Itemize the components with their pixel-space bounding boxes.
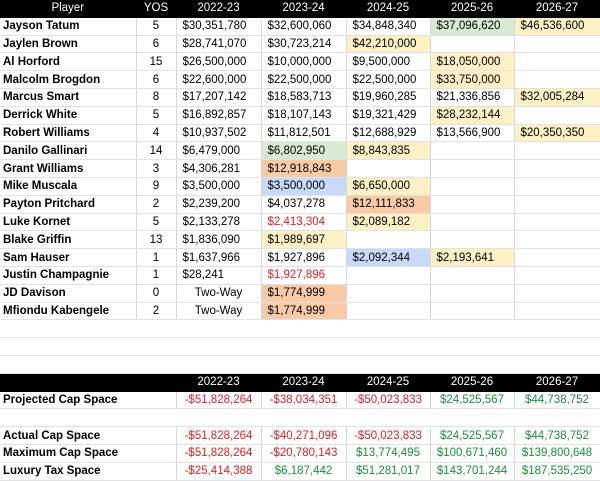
summary-value: -$20,780,143	[261, 444, 346, 462]
salary-cell: $13,566,900	[430, 124, 514, 142]
salary-cell	[346, 231, 430, 249]
salary-cell	[430, 142, 514, 160]
salary-cell	[430, 160, 514, 178]
column-header: Player	[0, 0, 136, 17]
salary-cell: $1,989,697	[261, 231, 346, 249]
years-of-service: 9	[136, 177, 176, 195]
salary-cell: $12,688,929	[346, 124, 430, 142]
summary-value: $44,738,752	[514, 427, 600, 445]
years-of-service: 1	[136, 249, 176, 267]
salary-cell: $1,927,896	[261, 266, 346, 284]
salary-cell: $6,479,000	[176, 142, 261, 160]
player-name: Justin Champagnie	[0, 266, 136, 284]
salary-cell: $26,500,000	[176, 53, 261, 71]
salary-cell: $37,096,620	[430, 17, 514, 35]
player-row	[0, 160, 600, 178]
salary-cell: $6,802,950	[261, 142, 346, 160]
summary-row	[0, 427, 600, 445]
salary-cell: $3,500,000	[176, 177, 261, 195]
blank-row	[0, 355, 600, 373]
column-header: YOS	[136, 0, 176, 17]
player-row	[0, 71, 600, 89]
player-name: Malcolm Brogdon	[0, 71, 136, 89]
summary-label: Maximum Cap Space	[0, 444, 176, 462]
player-name: Mike Muscala	[0, 177, 136, 195]
salary-cell: $22,600,000	[176, 71, 261, 89]
salary-cell: $2,193,641	[430, 249, 514, 267]
summary-row	[0, 444, 600, 462]
player-row	[0, 302, 600, 320]
salary-cell: $19,321,429	[346, 106, 430, 124]
salary-cell	[430, 177, 514, 195]
header-row	[0, 0, 600, 17]
summary-value: -$40,271,096	[261, 427, 346, 445]
salary-cell: Two-Way	[176, 302, 261, 320]
years-of-service: 0	[136, 284, 176, 302]
salary-cell: $6,650,000	[346, 177, 430, 195]
summary-value: $44,738,752	[514, 391, 600, 409]
salary-cell	[514, 231, 600, 249]
salary-cell: $1,927,896	[261, 249, 346, 267]
years-of-service: 2	[136, 195, 176, 213]
summary-row	[0, 462, 600, 480]
salary-cell: $20,350,350	[514, 124, 600, 142]
player-name: Sam Hauser	[0, 249, 136, 267]
years-of-service: 4	[136, 124, 176, 142]
player-name: Marcus Smart	[0, 88, 136, 106]
summary-value: -$50,023,833	[346, 391, 430, 409]
summary-column-header: 2023-24	[261, 373, 346, 391]
salary-cell: $16,892,857	[176, 106, 261, 124]
summary-value: $139,800,648	[514, 444, 600, 462]
player-row	[0, 249, 600, 267]
salary-cell	[430, 302, 514, 320]
player-name: Payton Pritchard	[0, 195, 136, 213]
years-of-service: 13	[136, 231, 176, 249]
player-name: JD Davison	[0, 284, 136, 302]
salary-cell	[430, 284, 514, 302]
salary-cell: $2,092,344	[346, 249, 430, 267]
summary-column-header: 2026-27	[514, 373, 600, 391]
salary-cell: Two-Way	[176, 284, 261, 302]
player-name: Mfiondu Kabengele	[0, 302, 136, 320]
salary-cell: $12,918,843	[261, 160, 346, 178]
years-of-service: 8	[136, 88, 176, 106]
player-row	[0, 266, 600, 284]
years-of-service: 5	[136, 17, 176, 35]
summary-value: $24,525,567	[430, 427, 514, 445]
summary-value: -$51,828,264	[176, 427, 261, 445]
salary-cell: $11,812,501	[261, 124, 346, 142]
salary-cell: $22,500,000	[346, 71, 430, 89]
salary-cell: $1,774,999	[261, 302, 346, 320]
salary-cell	[430, 35, 514, 53]
years-of-service: 14	[136, 142, 176, 160]
salary-cell	[514, 106, 600, 124]
player-row	[0, 177, 600, 195]
player-name: Luke Kornet	[0, 213, 136, 231]
player-name: Jaylen Brown	[0, 35, 136, 53]
player-row	[0, 142, 600, 160]
player-name: Robert Williams	[0, 124, 136, 142]
player-name: Danilo Gallinari	[0, 142, 136, 160]
salary-cell	[514, 266, 600, 284]
salary-cell: $30,723,214	[261, 35, 346, 53]
summary-label: Actual Cap Space	[0, 427, 176, 445]
player-row	[0, 17, 600, 35]
years-of-service: 6	[136, 71, 176, 89]
summary-column-header	[0, 373, 136, 391]
player-name: Jayson Tatum	[0, 17, 136, 35]
summary-value: -$50,023,833	[346, 427, 430, 445]
salary-cell: $19,960,285	[346, 88, 430, 106]
salary-cell: $30,351,780	[176, 17, 261, 35]
years-of-service: 5	[136, 106, 176, 124]
salary-cell: $10,937,502	[176, 124, 261, 142]
salary-cell: $1,774,999	[261, 284, 346, 302]
salary-cell: $18,050,000	[430, 53, 514, 71]
summary-value: $6,187,442	[261, 462, 346, 480]
salary-cell	[346, 266, 430, 284]
salary-cell	[346, 284, 430, 302]
salary-cell: $18,107,143	[261, 106, 346, 124]
years-of-service: 3	[136, 160, 176, 178]
blank-row	[0, 320, 600, 338]
summary-value: -$25,414,388	[176, 462, 261, 480]
player-row	[0, 35, 600, 53]
salary-cell: $1,836,090	[176, 231, 261, 249]
salary-cell: $32,600,060	[261, 17, 346, 35]
summary-value: $143,701,244	[430, 462, 514, 480]
salary-cell: $17,207,142	[176, 88, 261, 106]
salary-cell: $4,037,278	[261, 195, 346, 213]
salary-cell: $10,000,000	[261, 53, 346, 71]
player-name: Al Horford	[0, 53, 136, 71]
blank-row	[0, 409, 600, 427]
salary-cell	[430, 213, 514, 231]
salary-cell: $3,500,000	[261, 177, 346, 195]
salary-cell	[514, 195, 600, 213]
salary-cell: $2,133,278	[176, 213, 261, 231]
salary-cell	[514, 53, 600, 71]
column-header: 2024-25	[346, 0, 430, 17]
years-of-service: 1	[136, 266, 176, 284]
salary-cell: $28,241	[176, 266, 261, 284]
salary-cell: $4,306,281	[176, 160, 261, 178]
summary-value: -$51,828,264	[176, 444, 261, 462]
player-row	[0, 213, 600, 231]
salary-cell: $22,500,000	[261, 71, 346, 89]
player-row	[0, 124, 600, 142]
salary-cell: $2,413,304	[261, 213, 346, 231]
salary-cell	[430, 195, 514, 213]
summary-value: $13,774,495	[346, 444, 430, 462]
summary-value: -$38,034,351	[261, 391, 346, 409]
salary-cell: $28,232,144	[430, 106, 514, 124]
salary-cell: $33,750,000	[430, 71, 514, 89]
player-name: Grant Williams	[0, 160, 136, 178]
summary-label: Projected Cap Space	[0, 391, 176, 409]
salary-cell: $42,210,000	[346, 35, 430, 53]
summary-row	[0, 391, 600, 409]
salary-cell	[514, 71, 600, 89]
salary-cell: $12,111,833	[346, 195, 430, 213]
salary-cell	[514, 213, 600, 231]
salary-cell	[346, 160, 430, 178]
salary-cell	[346, 302, 430, 320]
years-of-service: 15	[136, 53, 176, 71]
summary-value: $100,671,460	[430, 444, 514, 462]
salary-cell	[514, 177, 600, 195]
salary-cell	[514, 160, 600, 178]
summary-value: $187,535,250	[514, 462, 600, 480]
years-of-service: 6	[136, 35, 176, 53]
salary-cell: $21,336,856	[430, 88, 514, 106]
player-name: Derrick White	[0, 106, 136, 124]
salary-cell: $8,843,835	[346, 142, 430, 160]
salary-cell	[514, 142, 600, 160]
player-name: Blake Griffin	[0, 231, 136, 249]
column-header: 2022-23	[176, 0, 261, 17]
summary-label: Luxury Tax Space	[0, 462, 176, 480]
summary-column-header: 2024-25	[346, 373, 430, 391]
summary-column-header: 2022-23	[176, 373, 261, 391]
salary-cell	[514, 35, 600, 53]
player-row	[0, 106, 600, 124]
salary-cell: $2,089,182	[346, 213, 430, 231]
salary-cell: $28,741,070	[176, 35, 261, 53]
salary-cell: $32,005,284	[514, 88, 600, 106]
player-row	[0, 231, 600, 249]
salary-cell	[430, 266, 514, 284]
summary-column-header: 2025-26	[430, 373, 514, 391]
column-header: 2023-24	[261, 0, 346, 17]
salary-cell: $2,239,200	[176, 195, 261, 213]
player-row	[0, 88, 600, 106]
summary-value: $51,281,017	[346, 462, 430, 480]
salary-cell: $1,637,966	[176, 249, 261, 267]
years-of-service: 2	[136, 302, 176, 320]
summary-value: -$51,828,264	[176, 391, 261, 409]
summary-value: $24,525,567	[430, 391, 514, 409]
salary-cell: $18,583,713	[261, 88, 346, 106]
salary-cell	[514, 249, 600, 267]
salary-cell: $34,848,340	[346, 17, 430, 35]
column-header: 2025-26	[430, 0, 514, 17]
summary-header-row	[0, 373, 600, 391]
salary-cell	[430, 231, 514, 249]
blank-row	[0, 338, 600, 356]
salary-cell: $9,500,000	[346, 53, 430, 71]
salary-cell	[514, 284, 600, 302]
player-row	[0, 53, 600, 71]
salary-cell: $46,536,600	[514, 17, 600, 35]
player-row	[0, 284, 600, 302]
summary-column-header	[136, 373, 176, 391]
years-of-service: 5	[136, 213, 176, 231]
column-header: 2026-27	[514, 0, 600, 17]
salary-cell	[514, 302, 600, 320]
player-row	[0, 195, 600, 213]
